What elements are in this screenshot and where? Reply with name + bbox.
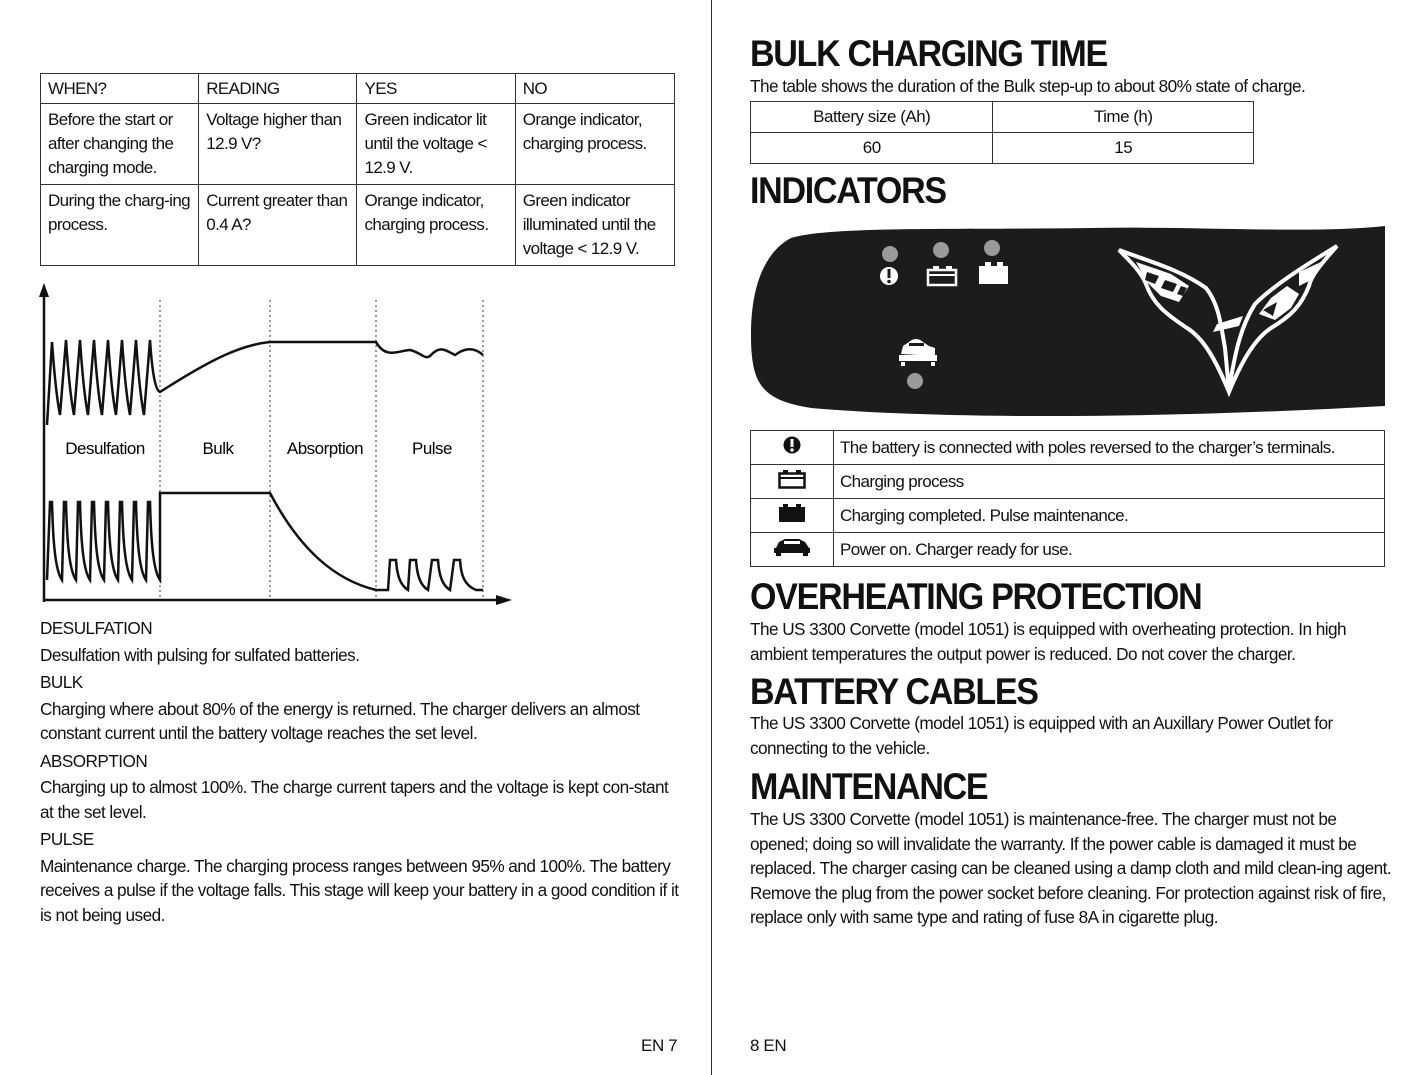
battery-cables-title: BATTERY CABLES [750,671,1038,712]
battery-outline-icon [778,469,806,489]
battery-cables-text: The US 3300 Corvette (model 1051) is equipped with an Auxillary Power Outlet for connecting to the vehicle. [750,713,1333,758]
section-text-absorption: Charging up to almost 100%. The charge current tapers and the voltage is kept con-stant at the set level. [40,777,669,822]
status-table [40,73,675,266]
table-cell: During the charg-ing process. [41,185,199,266]
indicators-table [750,430,1385,567]
table-row [41,104,675,185]
table-cell [751,533,834,567]
table-cell: 60 [751,133,993,164]
led-indicator [907,373,923,389]
section-heading-absorption: ABSORPTION [40,750,148,771]
car-icon [773,537,811,557]
led-indicator [882,246,898,262]
table-cell: Green indicator lit until the voltage < 12.9 V. [357,104,515,185]
table-cell: Before the start or after changing the charging mode. [41,104,199,185]
bulk-charging-title: BULK CHARGING TIME [750,33,1107,74]
led-indicator [984,240,1000,256]
table-row [751,499,1385,533]
maintenance-title: MAINTENANCE [750,766,988,807]
column-header: YES [357,74,515,104]
phase-label-bulk: Bulk [202,439,234,458]
indicators-title: INDICATORS [750,170,946,211]
exclamation-icon [783,436,801,454]
table-cell: 15 [993,133,1254,164]
phase-label-absorption: Absorption [286,439,364,458]
table-header-row [751,102,1254,133]
overheating-text: The US 3300 Corvette (model 1051) is equipped with overheating protection. In high ambient temperatures the output power is reduced. Do not cover the charger. [750,619,1346,664]
table-cell: Current greater than 0.4 A? [199,185,357,266]
y-axis-arrow [39,283,49,297]
table-cell: Orange indicator, charging process. [357,185,515,266]
table-cell: Charging process [834,465,1385,499]
table-row [751,431,1385,465]
current-curve [47,493,483,590]
x-axis-arrow [496,595,512,605]
phase-label-pulse: Pulse [411,439,453,458]
stage-descriptions [40,616,680,930]
maintenance-text: The US 3300 Corvette (model 1051) is maintenance-free. The charger must not be opened; doing so will invalidate the warranty. If the power cable is damaged it must be replaced. The charger casing can be cleaned using a damp cloth and mild clean-ing agent. Remove the plug from the power socket before cleaning. For protection against risk of fire, replace only with same type and rating of fuse 8A in cigarette plug. [750,809,1392,927]
exclamation-icon [880,267,898,285]
table-row [751,133,1254,164]
section-heading-pulse: PULSE [40,829,94,849]
bulk-charging-text: The table shows the duration of the Bulk step-up to about 80% state of charge. [750,76,1306,96]
section-heading-bulk: BULK [40,672,83,692]
column-header: Time (h) [993,102,1254,133]
page-number-left: EN 7 [641,1036,678,1055]
section-text-desulfation: Desulfation with pulsing for sulfated batteries. [40,644,360,665]
table-cell: Orange indicator, charging process. [515,104,674,185]
charger-front-panel [751,224,1385,420]
panel-body [751,226,1385,416]
voltage-curve [47,340,483,425]
section-text-pulse: Maintenance charge. The charging process ranges between 95% and 100%. The battery receives a pulse if the voltage falls. This stage will keep your battery in a good condition if it is not being used. [40,855,679,925]
table-cell: The battery is connected with poles reversed to the charger’s terminals. [834,431,1385,465]
table-row [751,465,1385,499]
led-indicator [933,242,949,258]
table-cell: Voltage higher than 12.9 V? [199,104,357,185]
table-row [41,185,675,266]
table-cell: Charging completed. Pulse maintenance. [834,499,1385,533]
table-cell: Green indicator illuminated until the voltage < 12.9 V. [515,185,674,266]
table-cell: Power on. Charger ready for use. [834,533,1385,567]
column-header: Battery size (Ah) [751,102,993,133]
bulk-time-table [750,101,1254,164]
battery-full-icon [778,503,806,523]
overheating-title: OVERHEATING PROTECTION [750,576,1202,617]
page-divider [711,0,712,1075]
table-row [751,533,1385,567]
section-text-bulk: Charging where about 80% of the energy is returned. The charger delivers an almost constant current until the battery voltage reaches the set level. [40,698,640,743]
table-cell [751,431,834,465]
column-header: NO [515,74,674,104]
phase-label-desulfation: Desulfation [65,439,145,458]
table-cell [751,499,834,533]
charging-stages-diagram [30,280,530,610]
page-number-right: 8 EN [750,1036,787,1055]
column-header: WHEN? [41,74,199,104]
section-heading-desulfation: DESULFATION [40,618,153,638]
table-header-row [41,74,675,104]
table-cell [751,465,834,499]
column-header: READING [199,74,357,104]
